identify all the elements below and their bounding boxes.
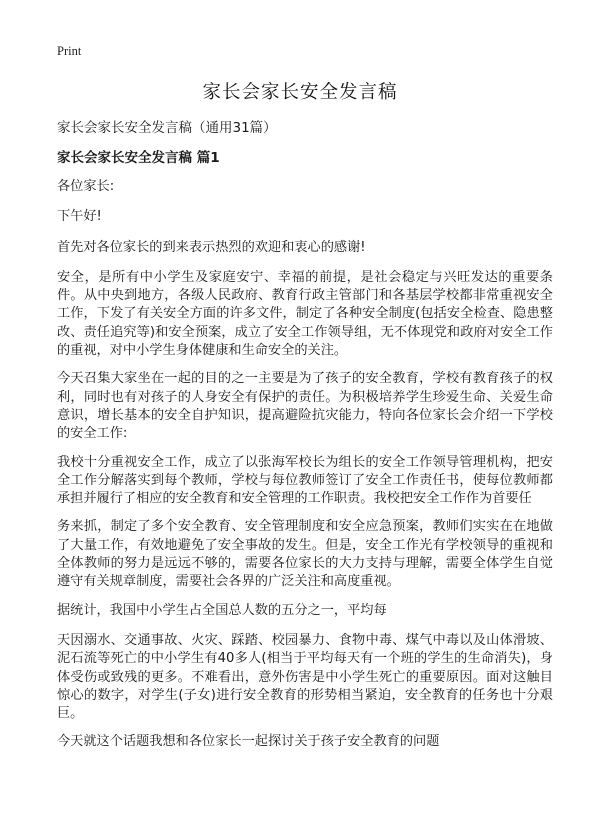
paragraph-school-safety-work: 我校十分重视安全工作，成立了以张海军校长为组长的安全工作领导管理机构，把安全工作分解落实到每个教师，学校与每位教师签订了安全工作责任书，使每位教师都承担并履行了相应的安全教育和安全管理的工作职责。我校把安全工作作为首要任 — [57, 454, 553, 507]
paragraph-welcome: 首先对各位家长的到来表示热烈的欢迎和衷心的感谢! — [57, 239, 366, 255]
print-link[interactable]: Print — [57, 44, 82, 58]
paragraph-safety-measures: 务来抓，制定了多个安全教育、安全管理制度和安全应急预案，教师们实实在在地做了大量工作，有效地避免了安全事故的发生。但是，安全工作光有学校领导的重视和全体教师的努力是远远不够的，需要各位家长的大力支持与理解，需要全体学生自觉遵守有关规章制度，需要社会各界的广泛关注和高度重视。 — [57, 519, 553, 590]
paragraph-greeting: 各位家长: — [57, 179, 115, 194]
paragraph-discussion: 今天就这个话题我想和各位家长一起探讨关于孩子安全教育的问题 — [57, 734, 440, 750]
document-body — [57, 118, 553, 764]
paragraph-good-afternoon: 下午好! — [57, 209, 102, 225]
paragraph-statistics: 据统计，我国中小学生占全国总人数的五分之一，平均每 — [57, 602, 387, 618]
document-title: 家长会家长安全发言稿 — [202, 82, 398, 103]
paragraph-safety-intro: 安全，是所有中小学生及家庭安宁、幸福的前提，是社会稳定与兴旺发达的重要条件。从中央到地方，各级人民政府、教育行政主管部门和各基层学校都非常重视安全工作，下发了有关安全方面的许多文件，制定了各种安全制度(包括安全检查、隐患整改、责任追究等)和安全预案，成立了安全工作领导组，无不体现党和政府对安全工作的重视，对中小学生身体健康和生命安全的关注。 — [57, 269, 553, 359]
paragraph-meeting-purpose: 今天召集大家坐在一起的目的之一主要是为了孩子的安全教育，学校有教育孩子的权利，同时也有对孩子的人身安全有保护的责任。为积极培养学生珍爱生命、关爱生命意识，增长基本的安全自护知识，提高避险抗灾能力，特向各位家长会介绍一下学校的安全工作: — [57, 371, 553, 442]
section-heading: 家长会家长安全发言稿 篇1 — [57, 150, 220, 166]
paragraph-accident-causes: 天因溺水、交通事故、火灾、踩踏、校园暴力、食物中毒、煤气中毒以及山体滑坡、泥石流等死亡的中小学生有40多人(相当于平均每天有一个班的学生的生命消失)，身体受伤或致残的更多。不难看出，意外伤害是中小学生死亡的重要原因。面对这触目惊心的数字，对学生(子女)进行安全教育的形势相当紧迫，安全教育的任务也十分艰巨。 — [57, 632, 553, 722]
document-subtitle: 家长会家长安全发言稿（通用31篇） — [57, 120, 277, 136]
